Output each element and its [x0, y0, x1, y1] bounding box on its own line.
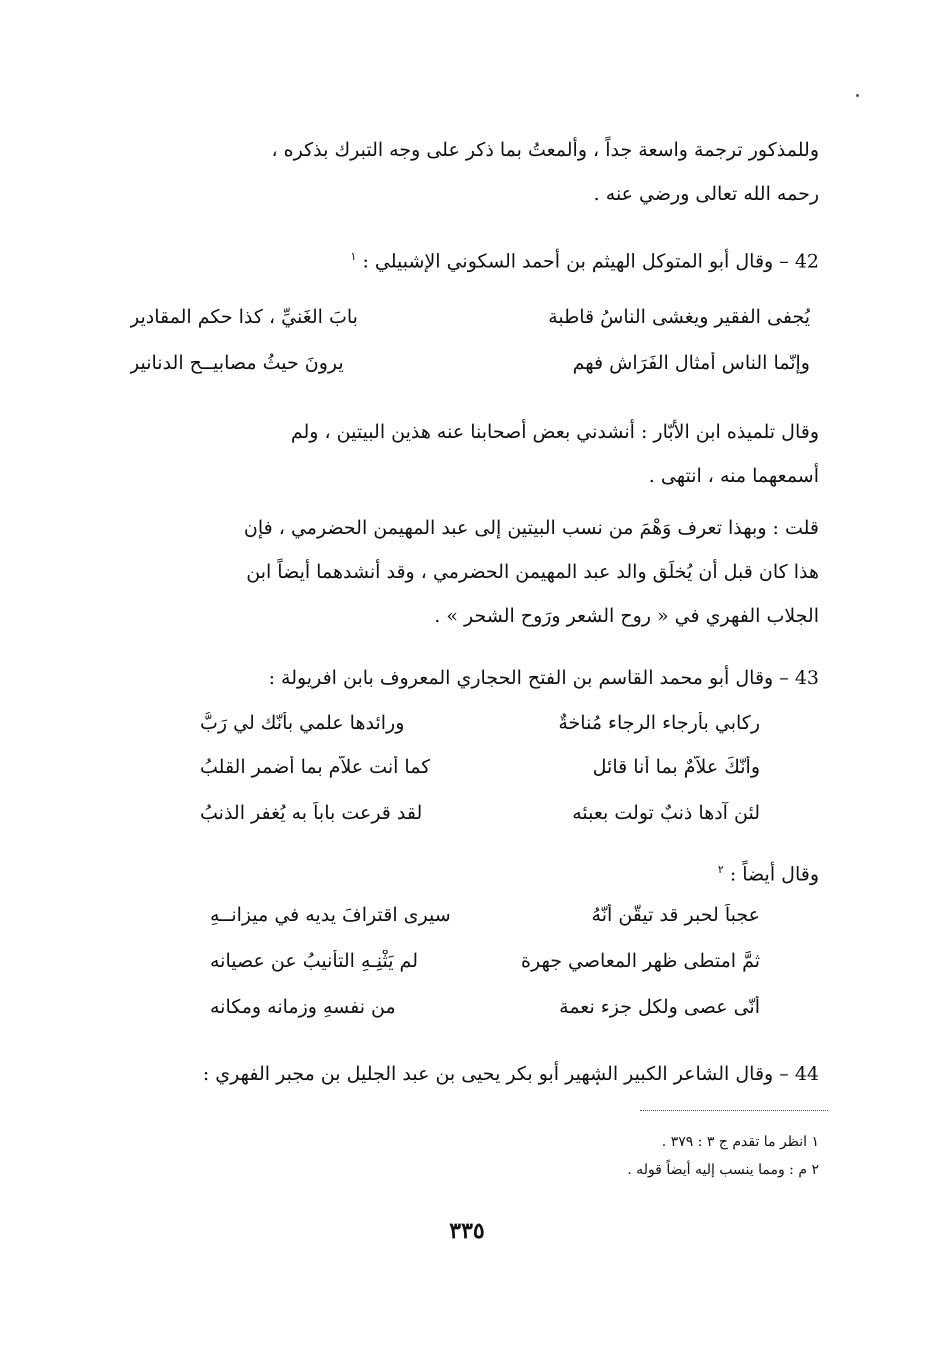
paragraph-biography-note	[119, 128, 819, 216]
verse-first-hemistich: أنّى عصى ولكل جزء نعمة	[559, 996, 760, 1018]
text-line: قلت : وبهذا تعرف وَهْمَ من نسب البيتين إلى عبد المهيمن الحضرمي ، فإن	[243, 517, 819, 539]
also-said-heading	[119, 848, 819, 892]
verse-line	[130, 352, 810, 392]
verse-first-hemistich: ركابي بأرجاء الرجاء مُناخةٌ	[558, 712, 760, 734]
verse-second-hemistich: يرونَ حيثُ مصابيــح الدنانيرِ	[130, 352, 344, 374]
also-said-text: وقال أيضاً :	[729, 863, 819, 886]
verse-first-hemistich: لئن آدها ذنبٌ تولت بعبئه	[572, 802, 760, 824]
entry-44-text: 44 – وقال الشاعر الكبير الشهير أبو بكر يحيى بن عبد الجليل بن مجبر الفهري :	[202, 1063, 819, 1085]
footnote-marker-1: ١	[350, 250, 357, 263]
entry-43-text: 43 – وقال أبو محمد القاسم بن الفتح الحجاري المعروف بابن افريولة :	[268, 667, 819, 689]
footnotes	[419, 1128, 819, 1184]
footnote-item: ١ انظر ما تقدم ج ٣ : ٣٧٩ .	[661, 1134, 819, 1150]
text-line: الجلاب الفهري في « روح الشعر ورَوح الشحر » .	[434, 605, 819, 627]
text-line: رحمه الله تعالى ورضي عنه .	[593, 183, 819, 205]
verse-line	[130, 306, 810, 346]
verse-line	[200, 712, 760, 752]
verse-line	[200, 756, 760, 796]
verse-second-hemistich: سيرى اقترافَ يديه في ميزانــهِ	[210, 904, 451, 926]
entry-44-heading	[119, 1052, 819, 1096]
page-number: ٣٣٥	[449, 1218, 485, 1244]
verse-second-hemistich: لقد قرعت باباً به يُغفر الذنبُ	[200, 802, 423, 824]
verse-line	[210, 950, 760, 990]
verse-line	[210, 996, 760, 1036]
verse-first-hemistich: وأنّكَ علاّمٌ بما أنا قائل	[592, 756, 760, 778]
verse-second-hemistich: ورائدها علمي بأنّك لي رَبُّ	[200, 712, 405, 734]
verse-line	[210, 904, 760, 944]
verse-second-hemistich: بابَ الغَنيِّ ، كذا حكم المقاديرِ	[130, 306, 358, 328]
footnote-marker-2: ٢	[717, 863, 724, 876]
text-line: وقال تلميذه ابن الأبّار : أنشدني بعض أصحابنا عنه هذين البيتين ، ولم	[290, 421, 819, 443]
speck-mark	[856, 94, 859, 97]
text-line: وللمذكور ترجمة واسعة جداً ، وألمعتُ بما ذكر على وجه التبرك بذكره ،	[271, 139, 819, 161]
text-line: أسمعهما منه ، انتهى .	[648, 465, 819, 487]
verse-line	[200, 802, 760, 842]
verse-first-hemistich: عجباً لحبر قد تيقّن أنّهُ	[591, 904, 760, 926]
verse-second-hemistich: لم يَثْنِـهِ التأنيبُ عن عصيانه	[210, 950, 418, 972]
text-line: هذا كان قبل أن يُخلَق والد عبد المهيمن الحضرمي ، وقد أنشدهما أيضاً ابن	[246, 561, 819, 583]
entry-42-heading	[119, 235, 819, 279]
footnote-item: ٢ م : ومما ينسب إليه أيضاً قوله .	[627, 1162, 819, 1178]
verse-second-hemistich: من نفسهِ وزمانه ومكانه	[210, 996, 396, 1018]
entry-42-text: 42 – وقال أبو المتوكل الهيثم بن أحمد السكوني الإشبيلي :	[362, 250, 819, 273]
verse-second-hemistich: كما أنت علاّم بما أضمر القلبُ	[200, 756, 431, 778]
verse-first-hemistich: يُجفى الفقير ويغشى الناسُ قاطبة	[548, 306, 810, 328]
verse-first-hemistich: ثمَّ امتطى ظهر المعاصي جهرة	[521, 950, 760, 972]
entry-43-heading	[119, 656, 819, 700]
footnote-separator	[640, 1110, 828, 1111]
paragraph-attribution-note	[119, 506, 819, 638]
paragraph-ibn-al-abbar	[119, 410, 819, 498]
verse-first-hemistich: وإنّما الناس أمثال الفَرَاش فهم	[572, 352, 810, 374]
